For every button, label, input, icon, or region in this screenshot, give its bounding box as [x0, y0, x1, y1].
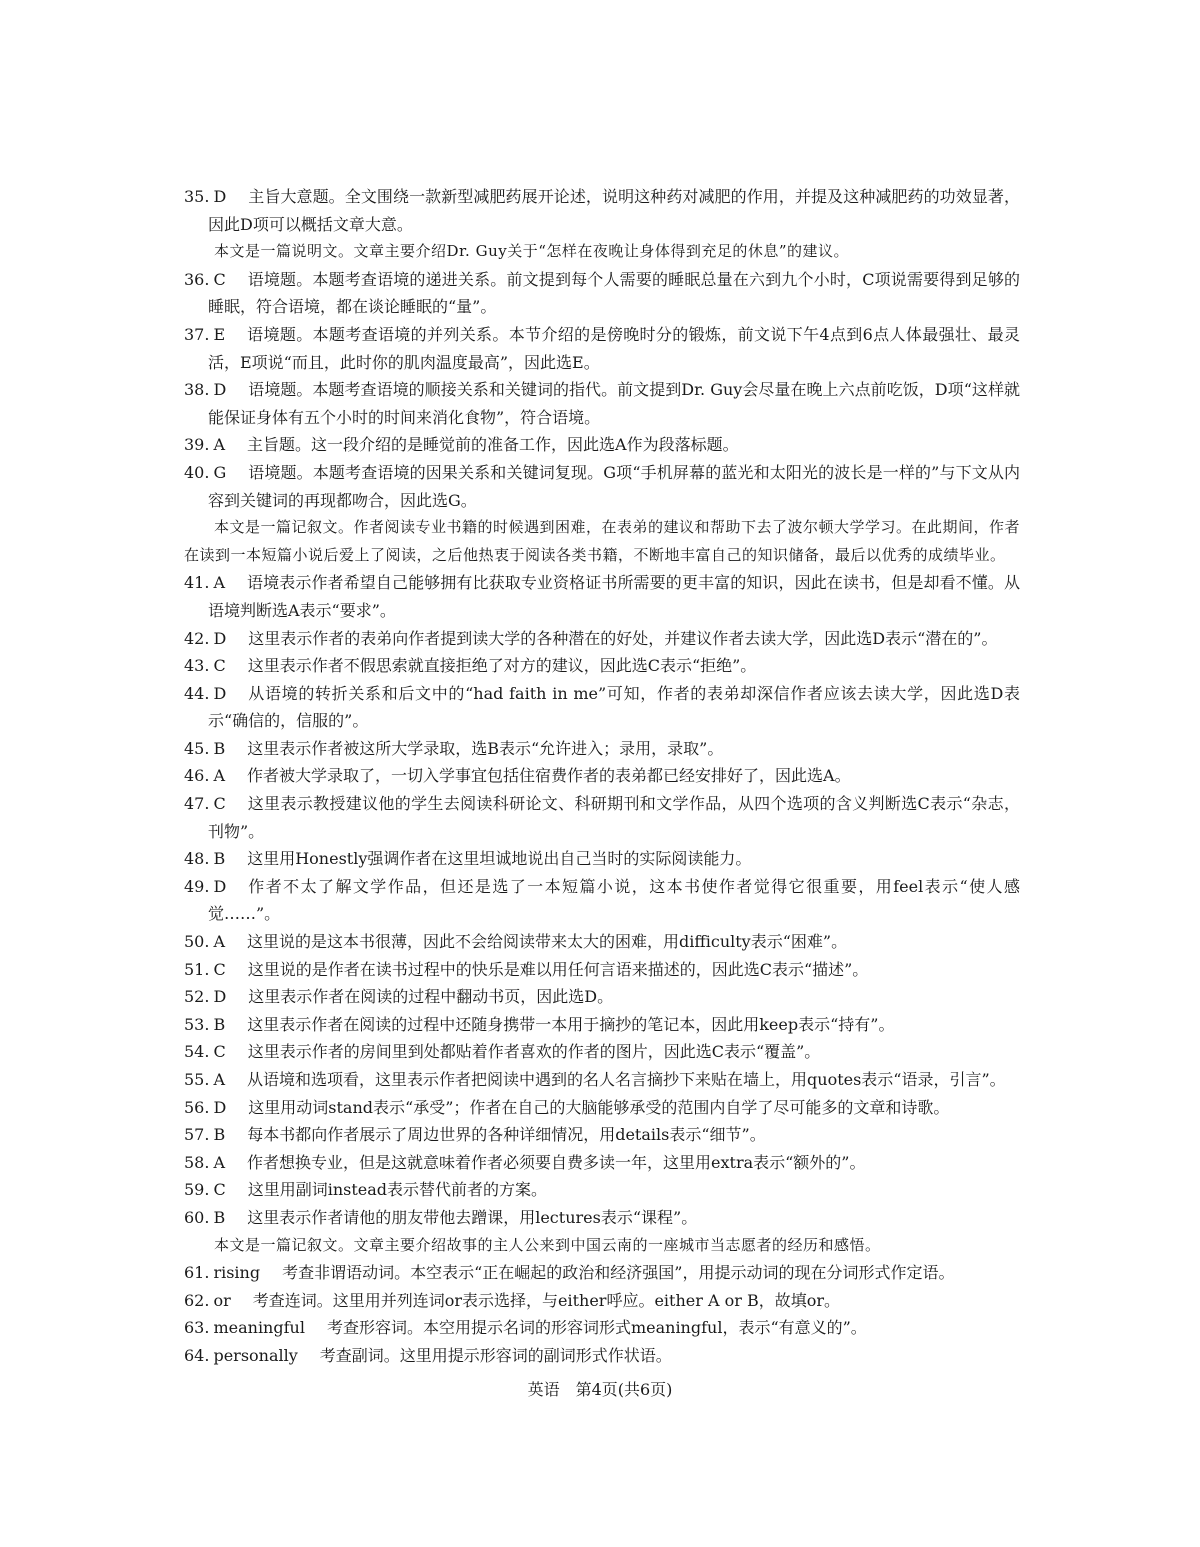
question-number: 45.: [184, 738, 210, 758]
answer-letter: D: [213, 683, 227, 703]
answer-item-44: [184, 680, 1020, 735]
explanation-text: 这里用动词stand表示“承受”；作者在自己的大脑能够承受的范围内自学了尽可能多的文章和诗歌。: [248, 1097, 950, 1117]
answer-item-63: [184, 1314, 1020, 1342]
question-number: 64.: [184, 1345, 210, 1365]
question-number: 42.: [184, 628, 210, 648]
question-number: 53.: [184, 1014, 210, 1034]
answer-letter: A: [213, 932, 226, 952]
answer-word: or: [213, 1290, 231, 1310]
answer-item-46: [184, 762, 1020, 790]
question-number: 48.: [184, 849, 210, 869]
explanation-text: 这里表示作者请他的朋友带他去蹭课，用lectures表示“课程”。: [247, 1207, 698, 1227]
answer-letter: C: [213, 1180, 226, 1200]
question-number: 57.: [184, 1125, 210, 1145]
explanation-text: 作者不太了解文学作品，但还是选了一本短篇小说，这本书使作者觉得它很重要，用feel表示“使人感觉……”。: [208, 876, 1020, 924]
explanation-text: 语境题。本题考查语境的因果关系和关键词复现。G项“手机屏幕的蓝光和太阳光的波长是一样的”与下文从内容到关键词的再现都吻合，因此选G。: [208, 462, 1020, 510]
passage-intro-36-40: 本文是一篇说明文。文章主要介绍Dr. Guy关于“怎样在夜晚让身体得到充足的休息”的建议。: [214, 242, 850, 261]
explanation-text: 作者被大学录取了，一切入学事宜包括住宿费作者的表弟都已经安排好了，因此选A。: [247, 766, 851, 786]
answer-word: meaningful: [213, 1318, 305, 1338]
explanation-text: 这里表示作者在阅读的过程中还随身携带一本用于摘抄的笔记本，因此用keep表示“持有”。: [247, 1014, 895, 1034]
question-number: 37.: [184, 324, 210, 344]
answer-letter: C: [213, 269, 226, 289]
explanation-text: 主旨题。这一段介绍的是睡觉前的准备工作，因此选A作为段落标题。: [247, 435, 739, 455]
question-number: 55.: [184, 1070, 210, 1089]
answer-item-54: [184, 1038, 1020, 1066]
explanation-text: 从语境的转折关系和后文中的“had faith in me”可知，作者的表弟却深信作者应该去读大学，因此选D表示“确信的，信服的”。: [208, 683, 1020, 731]
answer-item-49: [184, 873, 1020, 928]
explanation-text: 作者想换专业，但是这就意味着作者必须要自费多读一年，这里用extra表示“额外的”。: [247, 1152, 866, 1172]
question-number: 59.: [184, 1180, 210, 1200]
answer-letter: D: [213, 628, 227, 648]
answer-item-38: [184, 376, 1020, 431]
answer-item-58: [184, 1149, 1020, 1177]
explanation-text: 这里用副词instead表示替代前者的方案。: [247, 1180, 548, 1200]
answer-word: rising: [213, 1263, 261, 1283]
question-number: 40.: [184, 462, 210, 482]
answer-item-39: [184, 431, 1020, 459]
passage-intro-41-60: 本文是一篇记叙文。作者阅读专业书籍的时候遇到困难，在表弟的建议和帮助下去了波尔顿大学学习。在此期间，作者在读到一本短篇小说后爱上了阅读，之后他热衷于阅读各类书籍，不断地丰富自己的知识储备，最后以优秀的成绩毕业。: [184, 518, 1021, 564]
explanation-text: 主旨大意题。全文围绕一款新型减肥药展开论述，说明这种药对减肥的作用，并提及这种减肥药的功效显著，因此D项可以概括文章大意。: [208, 187, 1020, 234]
answer-letter: A: [213, 766, 226, 786]
answer-letter: D: [213, 187, 227, 206]
explanation-text: 这里表示教授建议他的学生去阅读科研论文、科研期刊和文学作品，从四个选项的含义判断选C表示“杂志，刊物”。: [208, 794, 1020, 841]
answer-letter: D: [213, 380, 227, 400]
explanation-text: 考查形容词。本空用提示名词的形容词形式meaningful，表示“有意义的”。: [326, 1318, 867, 1338]
question-number: 41.: [184, 573, 210, 593]
answer-letter: A: [213, 435, 226, 455]
answer-letter: C: [213, 794, 226, 814]
answer-item-62: [184, 1287, 1020, 1315]
answer-letter: C: [213, 656, 226, 676]
explanation-text: 这里说的是这本书很薄，因此不会给阅读带来太大的困难，用difficulty表示“困难”。: [247, 932, 848, 952]
answer-letter: B: [213, 1014, 226, 1034]
question-number: 38.: [184, 380, 210, 400]
answer-item-36: [184, 266, 1020, 321]
explanation-text: 从语境和选项看，这里表示作者把阅读中遇到的名人名言摘抄下来贴在墙上，用quotes表示“语录，引言”。: [247, 1070, 1006, 1089]
question-number: 39.: [184, 435, 210, 455]
answer-item-35: [184, 183, 1020, 238]
answer-item-40: [184, 459, 1020, 514]
answer-item-42: [184, 625, 1020, 653]
question-number: 60.: [184, 1207, 210, 1227]
question-number: 46.: [184, 766, 210, 786]
explanation-text: 这里说的是作者在读书过程中的快乐是难以用任何言语来描述的，因此选C表示“描述”。: [247, 959, 869, 979]
explanation-text: 这里表示作者被这所大学录取，选B表示“允许进入；录用，录取”。: [247, 738, 724, 758]
answer-letter: B: [213, 849, 226, 869]
question-number: 56.: [184, 1097, 210, 1117]
answer-letter: D: [213, 876, 227, 896]
answer-letter: B: [213, 1207, 226, 1227]
answer-letter: G: [213, 462, 227, 482]
question-number: 47.: [184, 794, 210, 814]
explanation-text: 这里表示作者不假思索就直接拒绝了对方的建议，因此选C表示“拒绝”。: [247, 656, 757, 676]
answer-item-61: [184, 1259, 1020, 1287]
explanation-text: 每本书都向作者展示了周边世界的各种详细情况，用details表示“细节”。: [247, 1125, 766, 1145]
answer-item-57: [184, 1121, 1020, 1149]
answer-item-43: [184, 652, 1020, 680]
answer-key-content: [184, 183, 1020, 1370]
answer-letter: D: [213, 1097, 227, 1117]
answer-item-50: [184, 928, 1020, 956]
answer-item-41: [184, 569, 1020, 624]
answer-item-51: [184, 956, 1020, 984]
explanation-text: 这里表示作者在阅读的过程中翻动书页，因此选D。: [248, 987, 614, 1007]
question-number: 62.: [184, 1290, 210, 1310]
answer-item-56: [184, 1094, 1020, 1122]
explanation-text: 考查非谓语动词。本空表示“正在崛起的政治和经济强国”，用提示动词的现在分词形式作定语。: [282, 1263, 955, 1283]
explanation-text: 这里表示作者的房间里到处都贴着作者喜欢的作者的图片，因此选C表示“覆盖”。: [247, 1042, 821, 1062]
answer-item-45: [184, 735, 1020, 763]
question-number: 58.: [184, 1152, 210, 1172]
explanation-text: 语境题。本题考查语境的顺接关系和关键词的指代。前文提到Dr. Guy会尽量在晚上六点前吃饭，D项“这样就能保证身体有五个小时的时间来消化食物”，符合语境。: [208, 380, 1020, 427]
answer-letter: B: [213, 738, 226, 758]
question-number: 36.: [184, 269, 210, 289]
explanation-text: 这里用Honestly强调作者在这里坦诚地说出自己当时的实际阅读能力。: [247, 849, 752, 869]
answer-word: personally: [213, 1345, 298, 1365]
passage-intro-61-70: 本文是一篇记叙文。文章主要介绍故事的主人公来到中国云南的一座城市当志愿者的经历和感悟。: [214, 1235, 881, 1254]
answer-item-55: [184, 1066, 1020, 1094]
question-number: 50.: [184, 932, 210, 952]
answer-letter: E: [213, 324, 226, 344]
question-number: 52.: [184, 987, 210, 1007]
answer-item-59: [184, 1176, 1020, 1204]
answer-item-53: [184, 1011, 1020, 1039]
question-number: 49.: [184, 876, 210, 896]
explanation-text: 这里表示作者的表弟向作者提到读大学的各种潜在的好处，并建议作者去读大学，因此选D表示“潜在的”。: [248, 628, 998, 648]
explanation-text: 语境题。本题考查语境的并列关系。本节介绍的是傍晚时分的锻炼，前文说下午4点到6点人体最强壮、最灵活，E项说“而且，此时你的肌肉温度最高”，因此选E。: [208, 324, 1020, 372]
explanation-text: 考查副词。这里用提示形容词的副词形式作状语。: [319, 1345, 672, 1365]
answer-letter: A: [213, 573, 226, 593]
answer-item-52: [184, 983, 1020, 1011]
answer-letter: C: [213, 959, 226, 979]
explanation-text: 考查连词。这里用并列连词or表示选择，与either呼应。either A or B，故填or。: [252, 1290, 841, 1310]
answer-item-64: [184, 1342, 1020, 1370]
answer-letter: C: [213, 1042, 226, 1062]
question-number: 54.: [184, 1042, 210, 1062]
answer-letter: A: [213, 1070, 226, 1089]
question-number: 51.: [184, 959, 210, 979]
answer-item-47: [184, 790, 1020, 845]
question-number: 43.: [184, 656, 210, 676]
explanation-text: 语境表示作者希望自己能够拥有比获取专业资格证书所需要的更丰富的知识，因此在读书，但是却看不懂。从语境判断选A表示“要求”。: [208, 573, 1020, 620]
question-number: 44.: [184, 683, 210, 703]
answer-letter: B: [213, 1125, 226, 1145]
question-number: 61.: [184, 1263, 210, 1283]
answer-letter: A: [213, 1152, 226, 1172]
question-number: 35.: [184, 187, 210, 206]
question-number: 63.: [184, 1318, 210, 1338]
answer-item-37: [184, 321, 1020, 376]
explanation-text: 语境题。本题考查语境的递进关系。前文提到每个人需要的睡眠总量在六到九个小时，C项说需要得到足够的睡眠，符合语境，都在谈论睡眠的“量”。: [208, 269, 1020, 317]
answer-item-48: [184, 845, 1020, 873]
answer-item-60: [184, 1204, 1020, 1232]
answer-letter: D: [213, 987, 227, 1007]
page-footer: 英语 第4页(共6页): [527, 1380, 673, 1399]
